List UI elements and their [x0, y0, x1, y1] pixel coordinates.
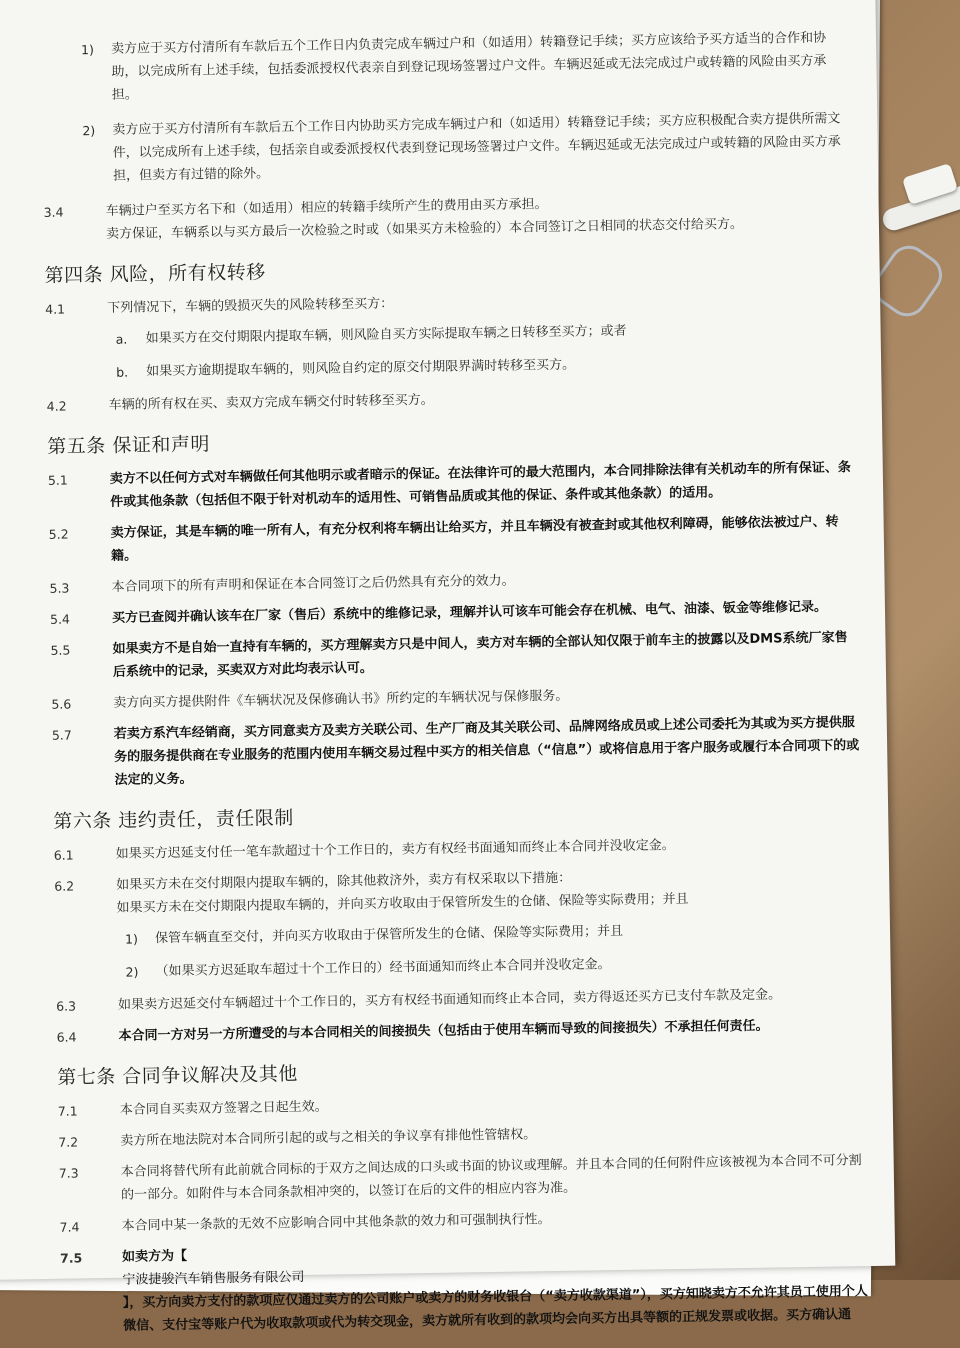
clause-7-5 — [60, 1234, 871, 1339]
clause — [55, 949, 865, 985]
clause-number: 5.7 — [51, 727, 72, 743]
clause-number: 7.2 — [58, 1134, 79, 1150]
clause — [50, 595, 860, 631]
clause-text: 本合同自买卖双方签署之日起生效。 — [119, 1099, 328, 1118]
party-prefix: 如卖方为【 — [121, 1248, 188, 1265]
clause-text: （如果买方迟延取车超过十个工作日的）经书面通知而终止本合同并没收定金。 — [155, 957, 611, 980]
clause-text: 车辆的所有权在买、卖双方完成车辆交付时转移至买方。 — [108, 392, 434, 413]
clause-text: 如果买方在交付期限内提取车辆，则风险自买方实际提取车辆之日转移至买方；或者 — [145, 323, 627, 347]
section-heading: 第六条 违约责任，责任限制 — [53, 807, 294, 833]
clause-text: 若卖方系汽车经销商，买方同意卖方及卖方关联公司、生产厂商及其关联公司、品牌网络成员或上述公司委托为其或为买方提供服务的服务提供商在专业服务的范围内使用车辆交易过程中买方的相关信息（“信息”）或将信息用于客户服务或履行本合同项下的或法定的义务。 — [113, 715, 860, 788]
clause-text: 卖方应于买方付清所有车款后五个工作日内协助买方完成车辆过户和（如适用）转籍登记手续；买方应积极配合卖方提供所需文件，以完成所有上述手续，包括亲自或委派授权代表到登记现场签署过户文件。车辆迟延或无法完成过户或转籍的风险由买方承担，但卖方有过错的除外。 — [112, 111, 841, 184]
party-suffix: 】，买方向卖方支付的款项应仅通过卖方的公司账户或卖方的财务收银台（“卖方收款渠道”），买方知晓卖方不允许其员工使用个人微信、支付宝等账户代为收取款项或代为转交现金，卖方就所有收到的款项均会向买方出具等额的正规发票或收据。买方确认通 — [122, 1284, 868, 1334]
clause-text: 卖方向买方提供附件《车辆状况及保修确认书》所约定的车辆状况与保修服务。 — [113, 688, 569, 711]
clause-text: 本合同项下的所有声明和保证在本合同签订之后仍然具有充分的效力。 — [111, 573, 515, 595]
clause-text: 本合同中某一条款的无效不应影响合同中其他条款的效力和可强制执行性。 — [121, 1212, 551, 1234]
clause-text: 如果卖方不是自始一直持有车辆的，买方理解卖方只是中间人，卖方对车辆的全部认知仅限于前车主的披露以及DMS系统厂家售后系统中的记录，买卖双方对此均表示认可。 — [112, 630, 848, 680]
clause-number: 1) — [80, 42, 95, 58]
clause — [58, 1087, 868, 1123]
document-content — [41, 26, 871, 1347]
clause — [45, 285, 855, 321]
clause-number: 7.4 — [59, 1219, 80, 1235]
clause-text: 卖方所在地法院对本合同所引起的或与之相关的争议享有排他性管辖权。 — [120, 1127, 537, 1149]
clause-text: 如果买方迟延支付任一笔车款超过十个工作日的，卖方有权经书面通知而终止本合同并没收定金。 — [115, 838, 675, 862]
clause-number: b. — [116, 364, 129, 380]
clause — [56, 982, 866, 1018]
clause — [47, 382, 857, 418]
clause-text: 车辆过户至买方名下和（如适用）相应的转籍手续所产生的费用由买方承担。 卖方保证，车辆系以与买方最后一次检验之时或（如果买方未检验的）本合同签订之日相同的状态交付给买方。 — [105, 196, 744, 242]
clause-number: 5.3 — [49, 580, 70, 596]
clause-text: 卖方应于买方付清所有车款后五个工作日内负责完成车辆过户和（如适用）转籍登记手续；买方应该给予买方适当的合作和协助，以完成所有上述手续，包括委派授权代表亲自到登记现场签署过户文件。车辆迟延或无法完成过户或转籍的风险由买方承担。 — [110, 30, 827, 103]
clause — [58, 1118, 868, 1154]
clause — [41, 26, 852, 108]
clause-number: 4.2 — [46, 398, 67, 414]
clause — [55, 916, 865, 952]
clause-text — [122, 1234, 871, 1338]
clause-number: 4.1 — [45, 301, 66, 317]
clause-number: 7.5 — [59, 1250, 83, 1266]
clause-text: 保管车辆直至交付，并向买方收取由于保管所发生的仓储、保险等实际费用；并且 — [154, 923, 624, 947]
clause — [56, 1013, 866, 1049]
clause-number: 2) — [82, 123, 96, 139]
clause-text: 本合同将替代所有此前就合同标的于双方之间达成的口头或书面的协议或理解。并且本合同的任何附件应该被视为本合同不可分割的一部分。如附件与本合同条款相冲突的，以签订在后的文件的相应内容为准。 — [120, 1153, 862, 1203]
clause-text: 卖方保证，其是车辆的唯一所有人，有充分权利将车辆出让给买方，并且车辆没有被查封或其他权利障碍，能够依法被过户、转籍。 — [110, 514, 839, 564]
clause — [52, 711, 863, 793]
clause — [43, 188, 854, 247]
clause — [42, 107, 853, 189]
clause-number: 7.1 — [57, 1103, 78, 1119]
clause-number: 5.4 — [49, 611, 71, 627]
clause-number: 1) — [124, 931, 139, 947]
clause-number: 5.1 — [47, 472, 68, 488]
clause — [48, 456, 859, 515]
clause-number: a. — [115, 331, 128, 347]
clause — [51, 680, 861, 716]
clause — [59, 1149, 870, 1208]
clause-text: 如果买方未在交付期限内提取车辆的，除其他救济外，卖方有权采取以下措施： 如果买方未在交付期限内提取车辆的，并向买方收取由于保管所发生的仓储、保险等实际费用；并且 — [116, 870, 689, 916]
clause — [45, 316, 855, 352]
clause-number: 3.4 — [43, 204, 64, 220]
clause — [49, 510, 860, 569]
clause-number: 7.3 — [58, 1165, 79, 1181]
clause-number: 5.2 — [48, 526, 69, 542]
clause-text: 如果卖方迟延交付车辆超过十个工作日的，买方有权经书面通知而终止本合同，卖方得返还买方已支付车款及定金。 — [118, 987, 782, 1013]
clause-number: 5.5 — [50, 642, 71, 658]
clause-text: 卖方不以任何方式对车辆做任何其他明示或者暗示的保证。在法律许可的最大范围内，本合同排除法律有关机动车的所有保证、条件或其他条款（包括但不限于针对机动车的适用性、可销售品质或其他的保证、条件或其他条款）的适用。 — [109, 460, 851, 510]
clause — [59, 1203, 869, 1239]
clause-text: 本合同一方对另一方所遭受的与本合同相关的间接损失（包括由于使用车辆而导致的间接损失）不承担任何责任。 — [118, 1018, 769, 1044]
clause — [54, 862, 865, 921]
seller-company-name: 宁波捷骏汽车销售服务有限公司 — [122, 1269, 305, 1288]
clause — [46, 349, 856, 385]
clause — [49, 564, 859, 600]
clause-number: 6.4 — [56, 1029, 77, 1045]
clause — [54, 831, 864, 867]
clause — [50, 626, 861, 685]
clause-text: 买方已查阅并确认该车在厂家（售后）系统中的维修记录，理解并认可该车可能会存在机械、电气、油漆、钣金等维修记录。 — [111, 599, 828, 626]
clause-number: 2) — [125, 964, 139, 980]
section-heading: 第四条 风险，所有权转移 — [44, 261, 266, 287]
section-heading: 第五条 保证和声明 — [47, 433, 211, 458]
clause-number: 5.6 — [51, 696, 72, 712]
clause-number: 6.1 — [53, 847, 74, 863]
clause-text: 下列情况下，车辆的毁损灭失的风险转移至买方： — [107, 296, 394, 316]
clause-text: 如果买方逾期提取车辆的，则风险自约定的原交付期限界满时转移至买方。 — [146, 357, 576, 380]
clause-number: 6.3 — [56, 998, 77, 1014]
section-heading: 第七条 合同争议解决及其他 — [57, 1062, 298, 1089]
clause-number: 6.2 — [54, 878, 75, 894]
